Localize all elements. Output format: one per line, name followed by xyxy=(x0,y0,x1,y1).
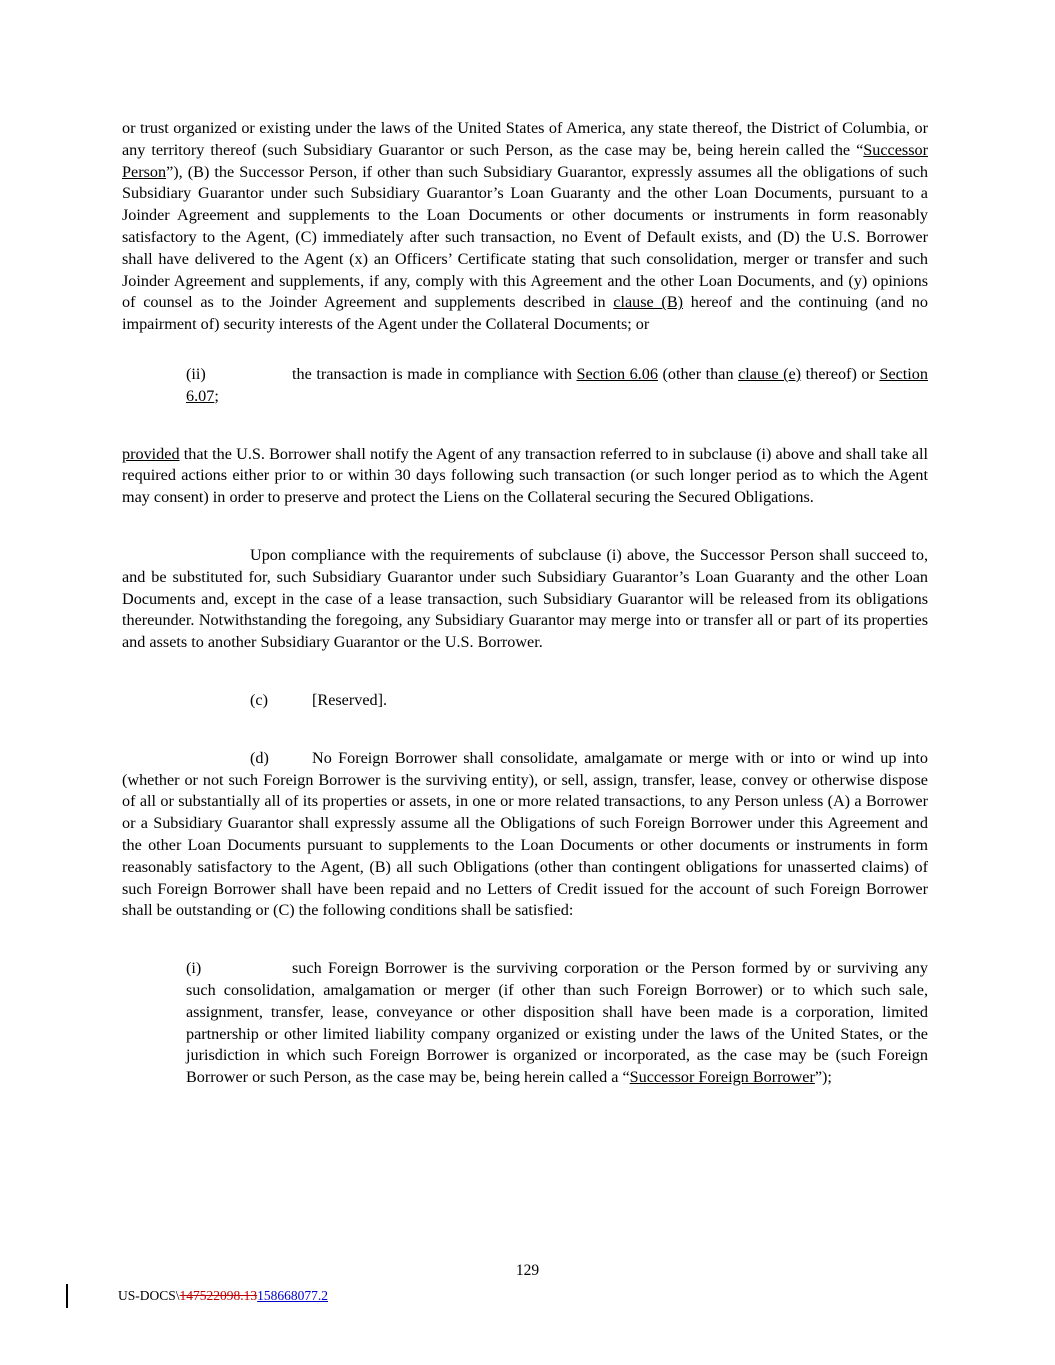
revision-change-bar xyxy=(66,1284,68,1308)
text-segment: No Foreign Borrower shall consolidate, amalgamate or merge with or into or wind up into (whether or not such Foreign Borrower is the surviving entity), or sell, assign, transfer, lease, convey or otherwise dispose of all or substantially all of its properties or assets, in one or more related transactions, to any Person unless (A) a Borrower or a Subsidiary Guarantor shall expressly assume all the Obligations of such Foreign Borrower under this Agreement and the other Loan Documents pursuant to supplements to the Loan Documents or other documents or instruments in form reasonably satisfactory to the Agent, (B) all such Obligations (other than contingent obligations for unasserted claims) of such Foreign Borrower shall have been repaid and no Letters of Credit issued for the account of such Foreign Borrower shall be outstanding or (C) the following conditions shall be satisfied: xyxy=(122,748,928,920)
text-segment: such Foreign Borrower is the surviving corporation or the Person formed by or surviving any such consolidation, amalgamation or merger (if other than such Foreign Borrower) or to which such sale, assignment, transfer, lease, conveyance or other disposition shall have been made is a corporation, limited partnership or other limited liability company organized or existing under the laws of the United States, or the jurisdiction in which such Foreign Borrower is organized or incorporated, as the case may be (such Foreign Borrower or such Person, as the case may be, being herein called a “ xyxy=(186,959,928,1087)
text-segment: the transaction is made in compliance with xyxy=(292,364,577,383)
paragraph-spacer xyxy=(122,728,928,748)
text-segment: thereof) or xyxy=(801,364,880,383)
text-segment: that the U.S. Borrower shall notify the Agent of any transaction referred to in subclause (i) above and shall take all required actions either prior to or within 30 days following such transaction (or such longer period as to which the Agent may consent) in order to preserve and protect the Liens on the Collateral securing the Secured Obligations. xyxy=(122,444,928,507)
paragraph-continuation xyxy=(122,118,928,336)
cross-reference-section-607: Section 6.07 xyxy=(186,364,928,405)
paragraph-spacer xyxy=(122,424,928,444)
text-segment: hereof and the continuing (and no impairment of) security interests of the Agent under the Collateral Documents; or xyxy=(122,293,928,334)
compliance-paragraph xyxy=(122,545,928,654)
doc-id-prefix: US-DOCS\ xyxy=(118,1288,180,1303)
subclause-ii-block xyxy=(186,364,928,408)
defined-term-successor-person: Successor Person xyxy=(122,140,928,181)
text-segment: ; xyxy=(214,386,219,405)
list-marker-d: (d) xyxy=(250,748,269,767)
text-segment: or trust organized or existing under the laws of the United States of America, any state thereof, the District of Columbia, or any territory thereof (such Subsidiary Guarantor or such Person, as the case may be, being herein called the “ xyxy=(122,119,928,159)
cross-reference-clause-b: clause (B) xyxy=(613,293,684,312)
doc-id-deleted: 147522098.13 xyxy=(179,1288,258,1303)
list-marker-ii: (ii) xyxy=(186,364,206,383)
text-segment: [Reserved]. xyxy=(312,690,388,709)
cross-reference-clause-e: clause (e) xyxy=(738,364,802,383)
text-segment: ”); xyxy=(814,1068,832,1087)
text-segment: (other than xyxy=(657,364,739,383)
defined-term-successor-foreign-borrower: Successor Foreign Borrower xyxy=(629,1068,815,1087)
page-number: 129 xyxy=(515,1262,540,1279)
paragraph-spacer xyxy=(122,525,928,545)
subclause-i xyxy=(186,958,928,1089)
paragraph-spacer xyxy=(122,938,928,958)
clause-c xyxy=(122,690,928,712)
document-id-footer xyxy=(118,1288,328,1304)
text-segment: Upon compliance with the requirements of subclause (i) above, the Successor Person shall succeed to, and be substituted for, such Subsidiary Guarantor under such Subsidiary Guarantor’s Loan Guaranty and the other Loan Documents and, except in the case of a lease transaction, such Subsidiary Guarantor will be released from its obligations thereunder. Notwithstanding the foregoing, any Subsidiary Guarantor may merge into or transfer all or part of its properties and assets to another Subsidiary Guarantor or the U.S. Borrower. xyxy=(122,545,928,652)
subclause-ii xyxy=(186,364,928,408)
doc-id-inserted: 158668077.2 xyxy=(257,1288,329,1303)
document-body xyxy=(122,118,928,1089)
paragraph-spacer xyxy=(122,352,928,364)
cross-reference-section-606: Section 6.06 xyxy=(576,364,658,383)
clause-d xyxy=(122,748,928,922)
paragraph-spacer xyxy=(122,670,928,690)
defined-term-provided: provided xyxy=(122,444,180,463)
proviso-paragraph xyxy=(122,444,928,509)
list-marker-c: (c) xyxy=(250,690,268,709)
text-segment: ”), (B) the Successor Person, if other than such Subsidiary Guarantor, expressly assumes all the obligations of such Subsidiary Guarantor under such Subsidiary Guarantor’s Loan Guaranty and the other Loan Documents, pursuant to a Joinder Agreement and supplements to the Loan Documents or other documents or instruments in form reasonably satisfactory to the Agent, (C) immediately after such transaction, no Event of Default exists, and (D) the U.S. Borrower shall have delivered to the Agent (x) an Officers’ Certificate stating that such consolidation, merger or transfer and such Joinder Agreement and supplements, if any, comply with this Agreement and the other Loan Documents, and (y) opinions of counsel as to the Joinder Agreement and supplements described in xyxy=(122,162,928,312)
subclause-i-block xyxy=(186,958,928,1089)
list-marker-i: (i) xyxy=(186,959,202,978)
